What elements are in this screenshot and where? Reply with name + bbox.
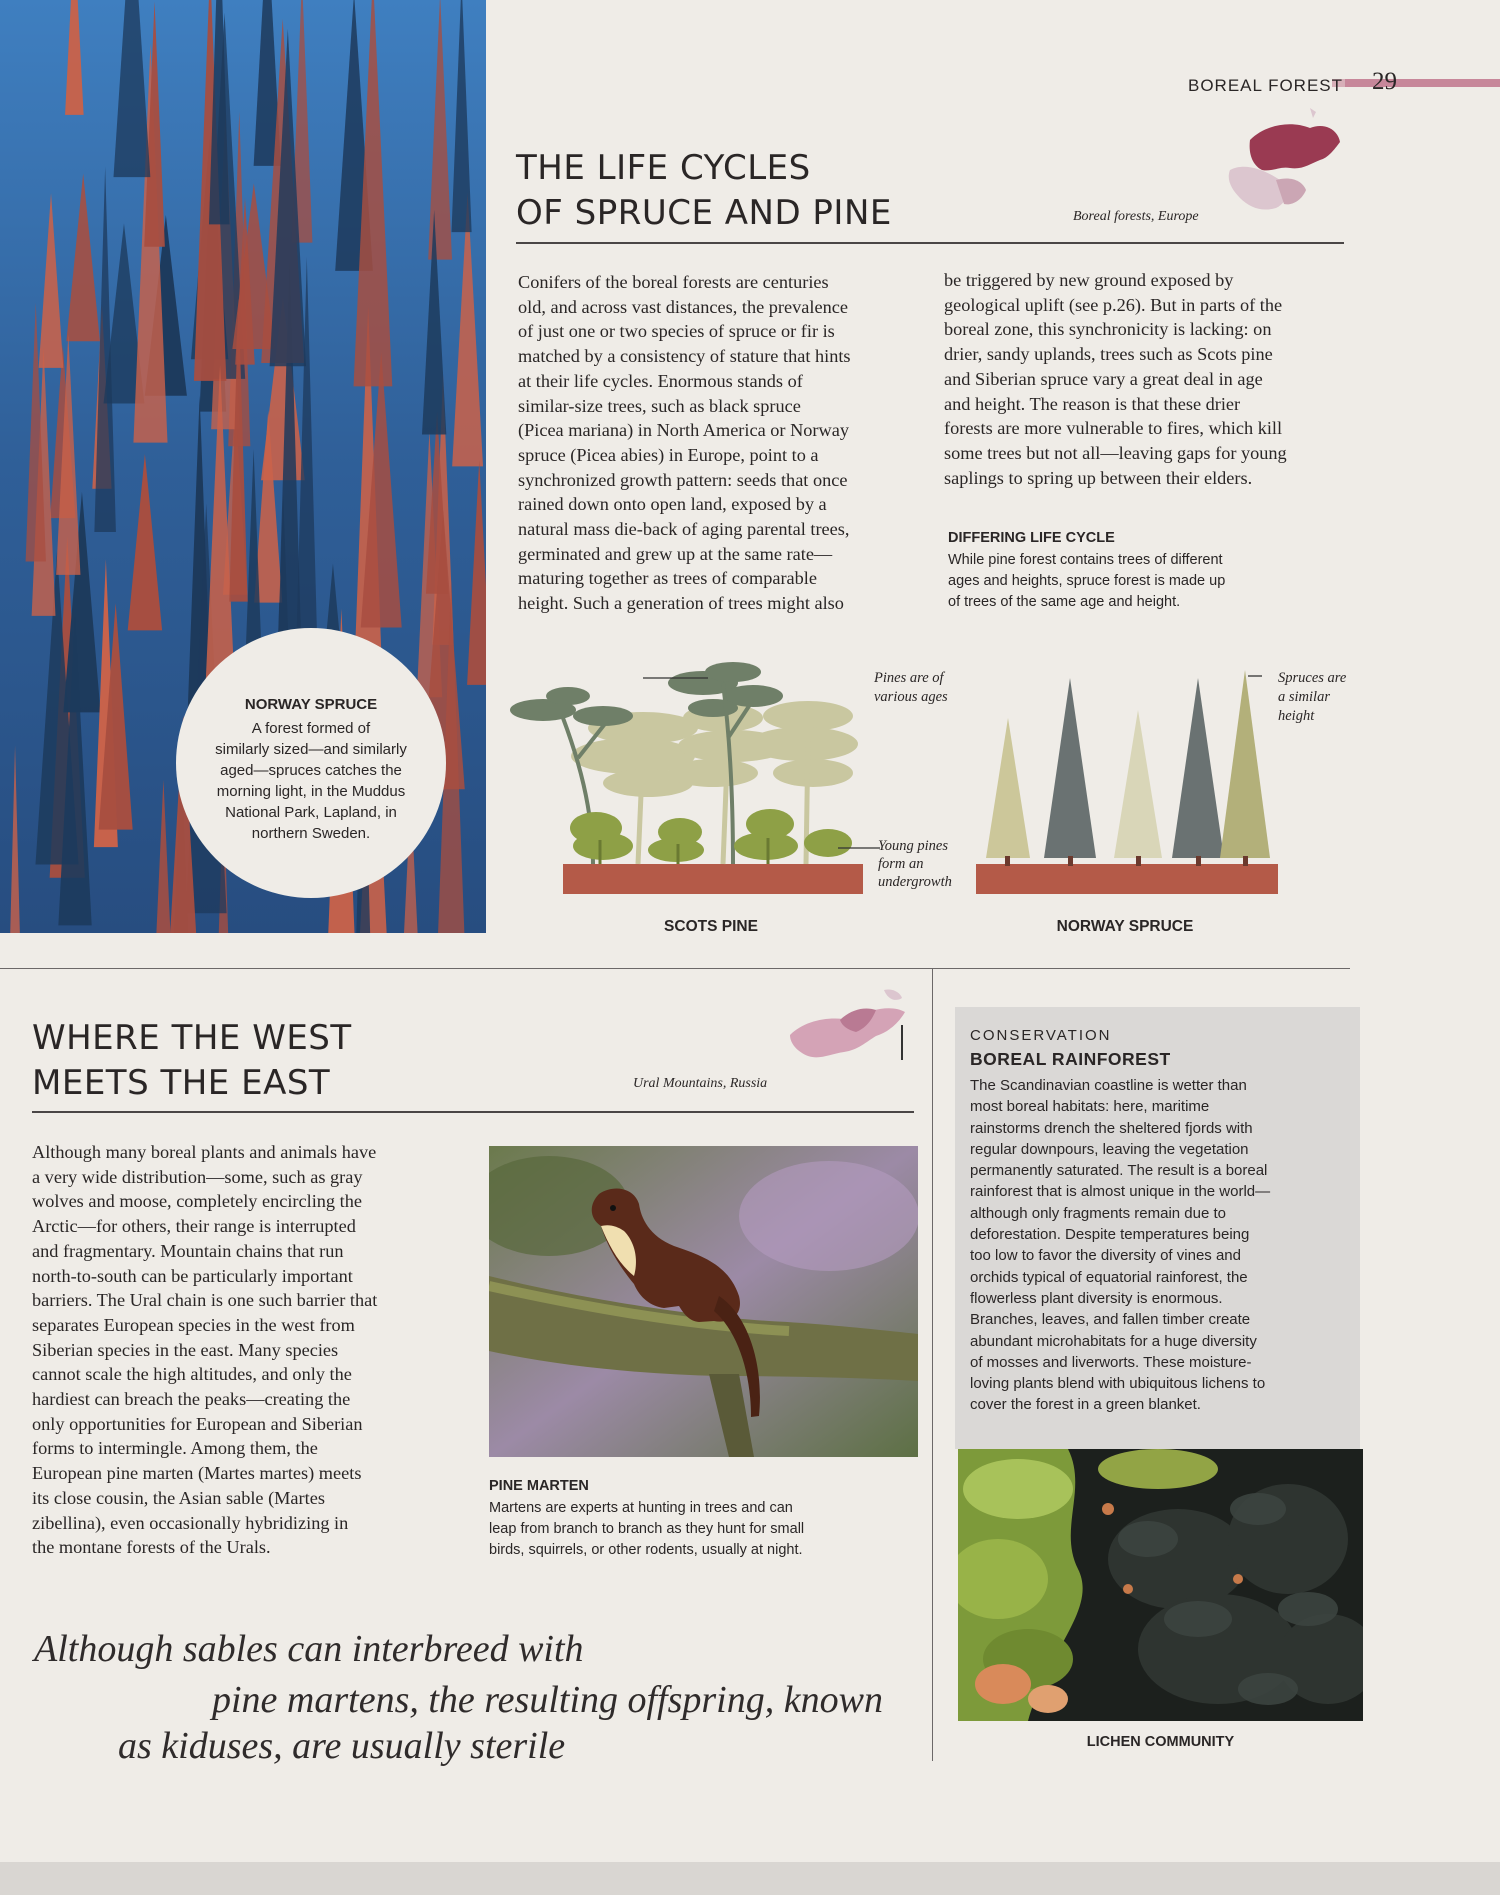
note-pines-2: various ages — [874, 689, 948, 705]
svg-text:Young pines form an — [878, 838, 952, 890]
running-head: BOREAL FOREST — [1188, 76, 1344, 95]
section-title-west-meets-east: WHERE THE WEST MEETS THE EAST — [32, 1018, 352, 1103]
norway-spruce-trees — [986, 670, 1270, 866]
map-caption-europe: Boreal forests, Europe — [1073, 209, 1199, 224]
running-head-bar — [1345, 79, 1500, 87]
scots-pine-ground — [563, 864, 863, 894]
ural-map-icon — [780, 980, 920, 1095]
lichen-caption: LICHEN COMMUNITY — [1086, 1734, 1235, 1750]
pull-quote-line-3: as kiduses, are usually sterile — [118, 1725, 566, 1767]
svg-text:Pines are of various age — [873, 670, 948, 705]
conservation-title: BOREAL RAINFOREST — [970, 1049, 1171, 1069]
note-pines-1: Pines are of — [874, 670, 944, 686]
page-bottom-edge — [0, 1862, 1500, 1895]
section-title-life-cycles: THE LIFE CYCLES OF SPRUCE AND PINE — [516, 148, 892, 233]
caption-title: NORWAY SPRUCE — [244, 696, 378, 713]
pull-quote-line-2: pine martens, the resulting offspring, known — [212, 1679, 883, 1721]
conservation-label: CONSERVATION — [970, 1027, 1112, 1044]
note-young-1: Young pines — [878, 838, 948, 854]
section1-column-1: Conifers of the boreal forests are centuries old, and across vast distances, the prevalence of just one or two species of spruce or fir is matched by a consistency of stature that hints at their life cycles. Enormous stands of similar-size trees, such as black spruce (Picea mariana) in North America or Norway spruce (Picea abies) in Europe, point to a synchronized growth pattern: seeds that once rained down onto open land, exposed by a natural mass die-back of aging parental trees, germinated and grew up at the same rate— maturing together as trees of comparable height. Such a generation of trees might also — [518, 272, 851, 614]
scots-pine-trees — [510, 662, 858, 864]
column-divider — [932, 968, 933, 1761]
conservation-body: The Scandinavian coastline is wetter than most boreal habitats: here, maritime rainstorms drench the sheltered fjords with regular downpours, leaving the vegetation permanently saturated. The result is a boreal rainforest that is almost unique in the world— although only fragments remain due to deforestation. Despite temperatures being too low to favor the diversity of vines and orchids typical of equatorial rainforest, the flowerless plant diversity is enormous. Branches, leaves, and fallen timber create abundant microhabitats for a huge diversity of mosses and liverworts. These moisture- loving plants blend with ubiquitous lichens to cover the forest in a green blanket. — [970, 1077, 1271, 1414]
section-divider — [0, 968, 1350, 969]
note-spruces-2: a similar — [1278, 689, 1330, 705]
norway-spruce-ground — [976, 864, 1278, 894]
europe-map-icon — [1210, 100, 1350, 235]
note-young-3: undergrowth — [878, 874, 952, 890]
pine-marten-caption: PINE MARTEN Martens are experts at hunting in trees and can leap from branch to branch as they hunt for small birds, squirrels, or other rodents, usually at night. — [489, 1478, 805, 1558]
map-caption-ural: Ural Mountains, Russia — [633, 1076, 768, 1091]
note-young-2: form an — [878, 856, 924, 872]
section2-rule — [32, 1111, 914, 1113]
svg-text:Spruces are a similar — [1278, 670, 1350, 724]
life-cycle-diagram — [508, 648, 1368, 948]
pull-quote-line-1: Although sables can interbreed with — [34, 1628, 584, 1670]
pine-marten-photo — [489, 1146, 918, 1457]
diagram-caption: DIFFERING LIFE CYCLE While pine forest contains trees of different ages and heights, spruce forest is made up of trees of the same age and height. — [948, 530, 1226, 610]
section1-column-2: be triggered by new ground exposed by geological uplift (see p.26). But in parts of the boreal zone, this synchronicity is lacking: on drier, sandy uplands, trees such as Scots pine and Siberian spruce vary a great deal in age and height. The reason is that these drier forests are more vulnerable to fires, which kill some trees but not all—leaving gaps for young saplings to spring up between their elders. — [944, 270, 1287, 488]
label-norway-spruce: NORWAY SPRUCE — [1056, 918, 1194, 935]
section2-column: Although many boreal plants and animals have a very wide distribution—some, such as gray wolves and moose, completely encircling the Arctic—for others, their range is interrupted and fragmentary. Mountain chains that run north-to-south can be particularly important barriers. The Ural chain is one such barrier that separates European species in the west from Siberian species in the east. Many species cannot scale the high altitudes, and only the hardiest can breach the peaks—creating the only opportunities for European and Siberian forms to intermingle. Among them, the European pine marten (Martes martes) meets its close cousin, the Asian sable (Martes zibellina), even occasionally hybridizing in the montane forests of the Urals. — [32, 1142, 378, 1558]
norway-spruce-caption — [176, 628, 446, 898]
page-number: 29 — [1372, 68, 1397, 95]
section1-rule — [516, 242, 1344, 244]
lichen-community-photo — [958, 1449, 1363, 1721]
note-spruces-1: Spruces are — [1278, 670, 1347, 686]
caption-body: A forest formed of similarly sized—and similarly aged—spruces catches the morning light, in the Muddus National Park, Lapland, in northern Sweden. — [215, 720, 407, 842]
note-spruces-3: height — [1278, 708, 1315, 724]
label-scots-pine: SCOTS PINE — [664, 918, 758, 935]
